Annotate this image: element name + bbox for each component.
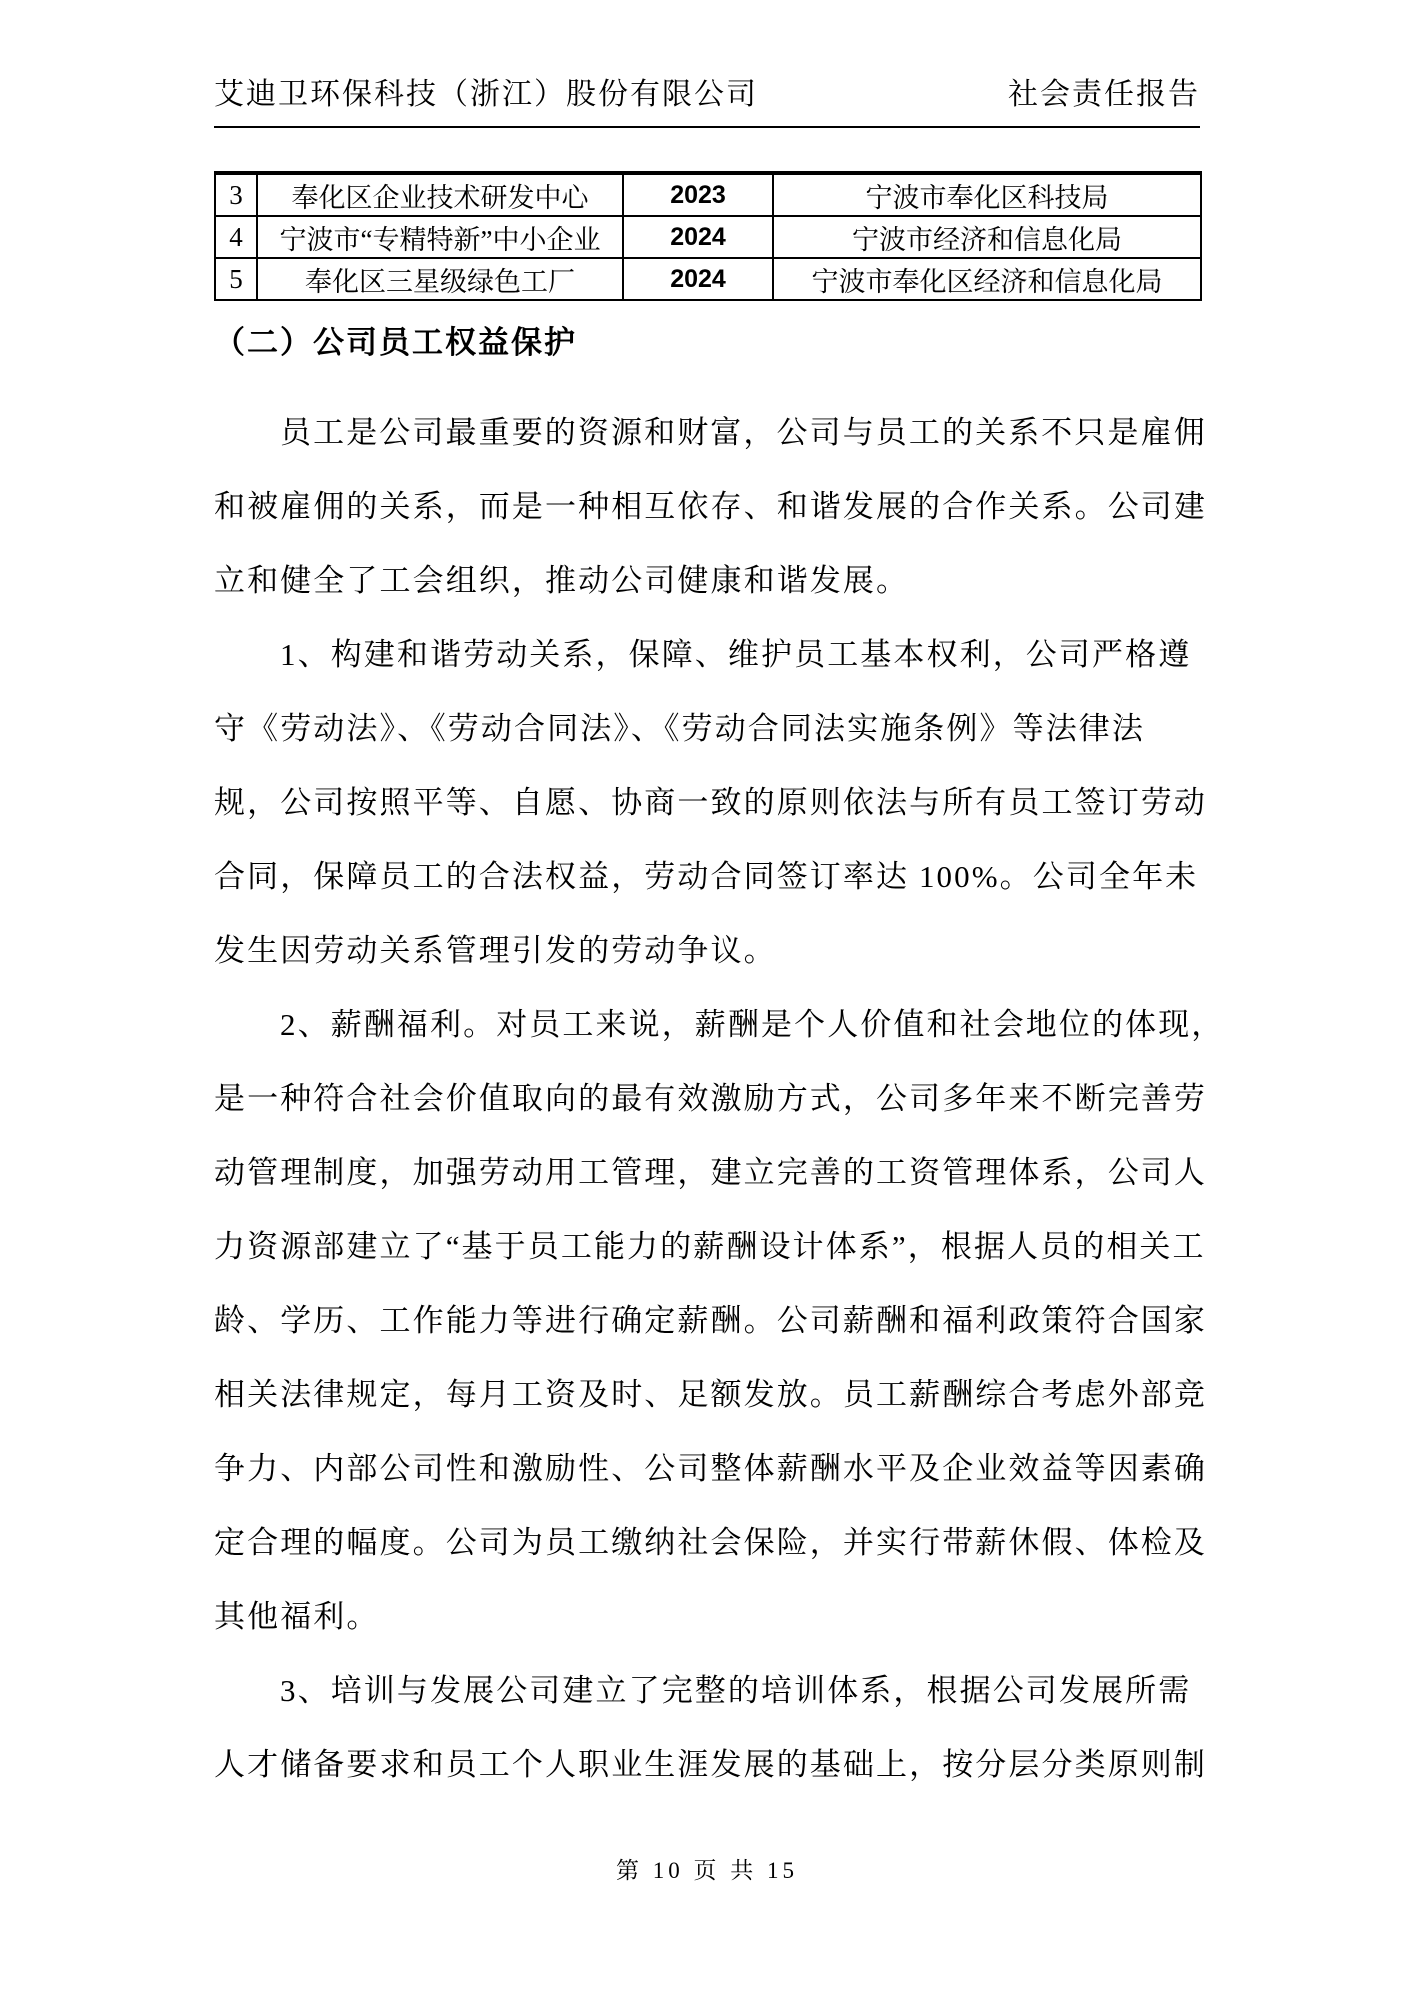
body-line: 是一种符合社会价值取向的最有效激励方式，公司多年来不断完善劳: [214, 1081, 1207, 1116]
paragraph-labor-relations: [214, 618, 1207, 988]
cell-row-number: 5: [215, 258, 257, 300]
table-row: [215, 216, 1201, 258]
header-doc-title: 社会责任报告: [1008, 78, 1200, 111]
body-line: 和被雇佣的关系，而是一种相互依存、和谐发展的合作关系。公司建: [214, 489, 1207, 524]
body-line: 立和健全了工会组织，推动公司健康和谐发展。: [214, 563, 910, 598]
cell-cert-name: 奉化区企业技术研发中心: [257, 173, 623, 216]
body-line: 相关法律规定，每月工资及时、足额发放。员工薪酬综合考虑外部竞: [214, 1377, 1207, 1412]
table-row: [215, 173, 1201, 216]
body-line: 人才储备要求和员工个人职业生涯发展的基础上，按分层分类原则制: [214, 1747, 1207, 1782]
cell-cert-name: 宁波市“专精特新”中小企业: [257, 216, 623, 258]
body-line: 1、构建和谐劳动关系，保障、维护员工基本权利，公司严格遵: [280, 637, 1192, 672]
header-company-name: 艾迪卫环保科技（浙江）股份有限公司: [214, 78, 758, 111]
cell-cert-year: 2024: [623, 258, 773, 300]
body-line: 3、培训与发展公司建立了完整的培训体系，根据公司发展所需: [280, 1673, 1192, 1708]
body-line: 发生因劳动关系管理引发的劳动争议。: [214, 933, 777, 968]
body-line: 规，公司按照平等、自愿、协商一致的原则依法与所有员工签订劳动: [214, 785, 1207, 820]
cell-cert-name: 奉化区三星级绿色工厂: [257, 258, 623, 300]
body-line: 龄、学历、工作能力等进行确定薪酬。公司薪酬和福利政策符合国家: [214, 1303, 1207, 1338]
paragraph-training-development: [214, 1654, 1207, 1802]
body-line: 2、薪酬福利。对员工来说，薪酬是个人价值和社会地位的体现，: [280, 1007, 1225, 1042]
body-line: 定合理的幅度。公司为员工缴纳社会保险，并实行带薪休假、体检及: [214, 1525, 1207, 1560]
page-header: [214, 76, 1200, 128]
cell-cert-authority: 宁波市奉化区科技局: [773, 173, 1201, 216]
certification-table: [214, 171, 1202, 301]
cell-cert-authority: 宁波市奉化区经济和信息化局: [773, 258, 1201, 300]
page-footer: 第 10 页 共 15: [616, 1858, 798, 1883]
body-line: 动管理制度，加强劳动用工管理，建立完善的工资管理体系，公司人: [214, 1155, 1207, 1190]
body-line: 力资源部建立了“基于员工能力的薪酬设计体系”，根据人员的相关工: [214, 1229, 1206, 1264]
paragraph-employee-intro: [214, 396, 1207, 618]
paragraph-compensation-benefits: [214, 988, 1225, 1654]
cell-cert-authority: 宁波市经济和信息化局: [773, 216, 1201, 258]
body-line: 其他福利。: [214, 1599, 380, 1634]
cell-cert-year: 2024: [623, 216, 773, 258]
body-line: 争力、内部公司性和激励性、公司整体薪酬水平及企业效益等因素确: [214, 1451, 1207, 1486]
cell-cert-year: 2023: [623, 173, 773, 216]
section-heading: （二）公司员工权益保护: [214, 325, 577, 360]
table-row: [215, 258, 1201, 300]
cell-row-number: 4: [215, 216, 257, 258]
body-line: 合同，保障员工的合法权益，劳动合同签订率达 100%。公司全年未: [214, 859, 1199, 894]
body-line: 员工是公司最重要的资源和财富，公司与员工的关系不只是雇佣: [280, 415, 1207, 450]
body-line: 守《劳动法》、《劳动合同法》、《劳动合同法实施条例》等法律法: [214, 711, 1145, 746]
body-text: [214, 396, 1225, 1802]
cell-row-number: 3: [215, 173, 257, 216]
